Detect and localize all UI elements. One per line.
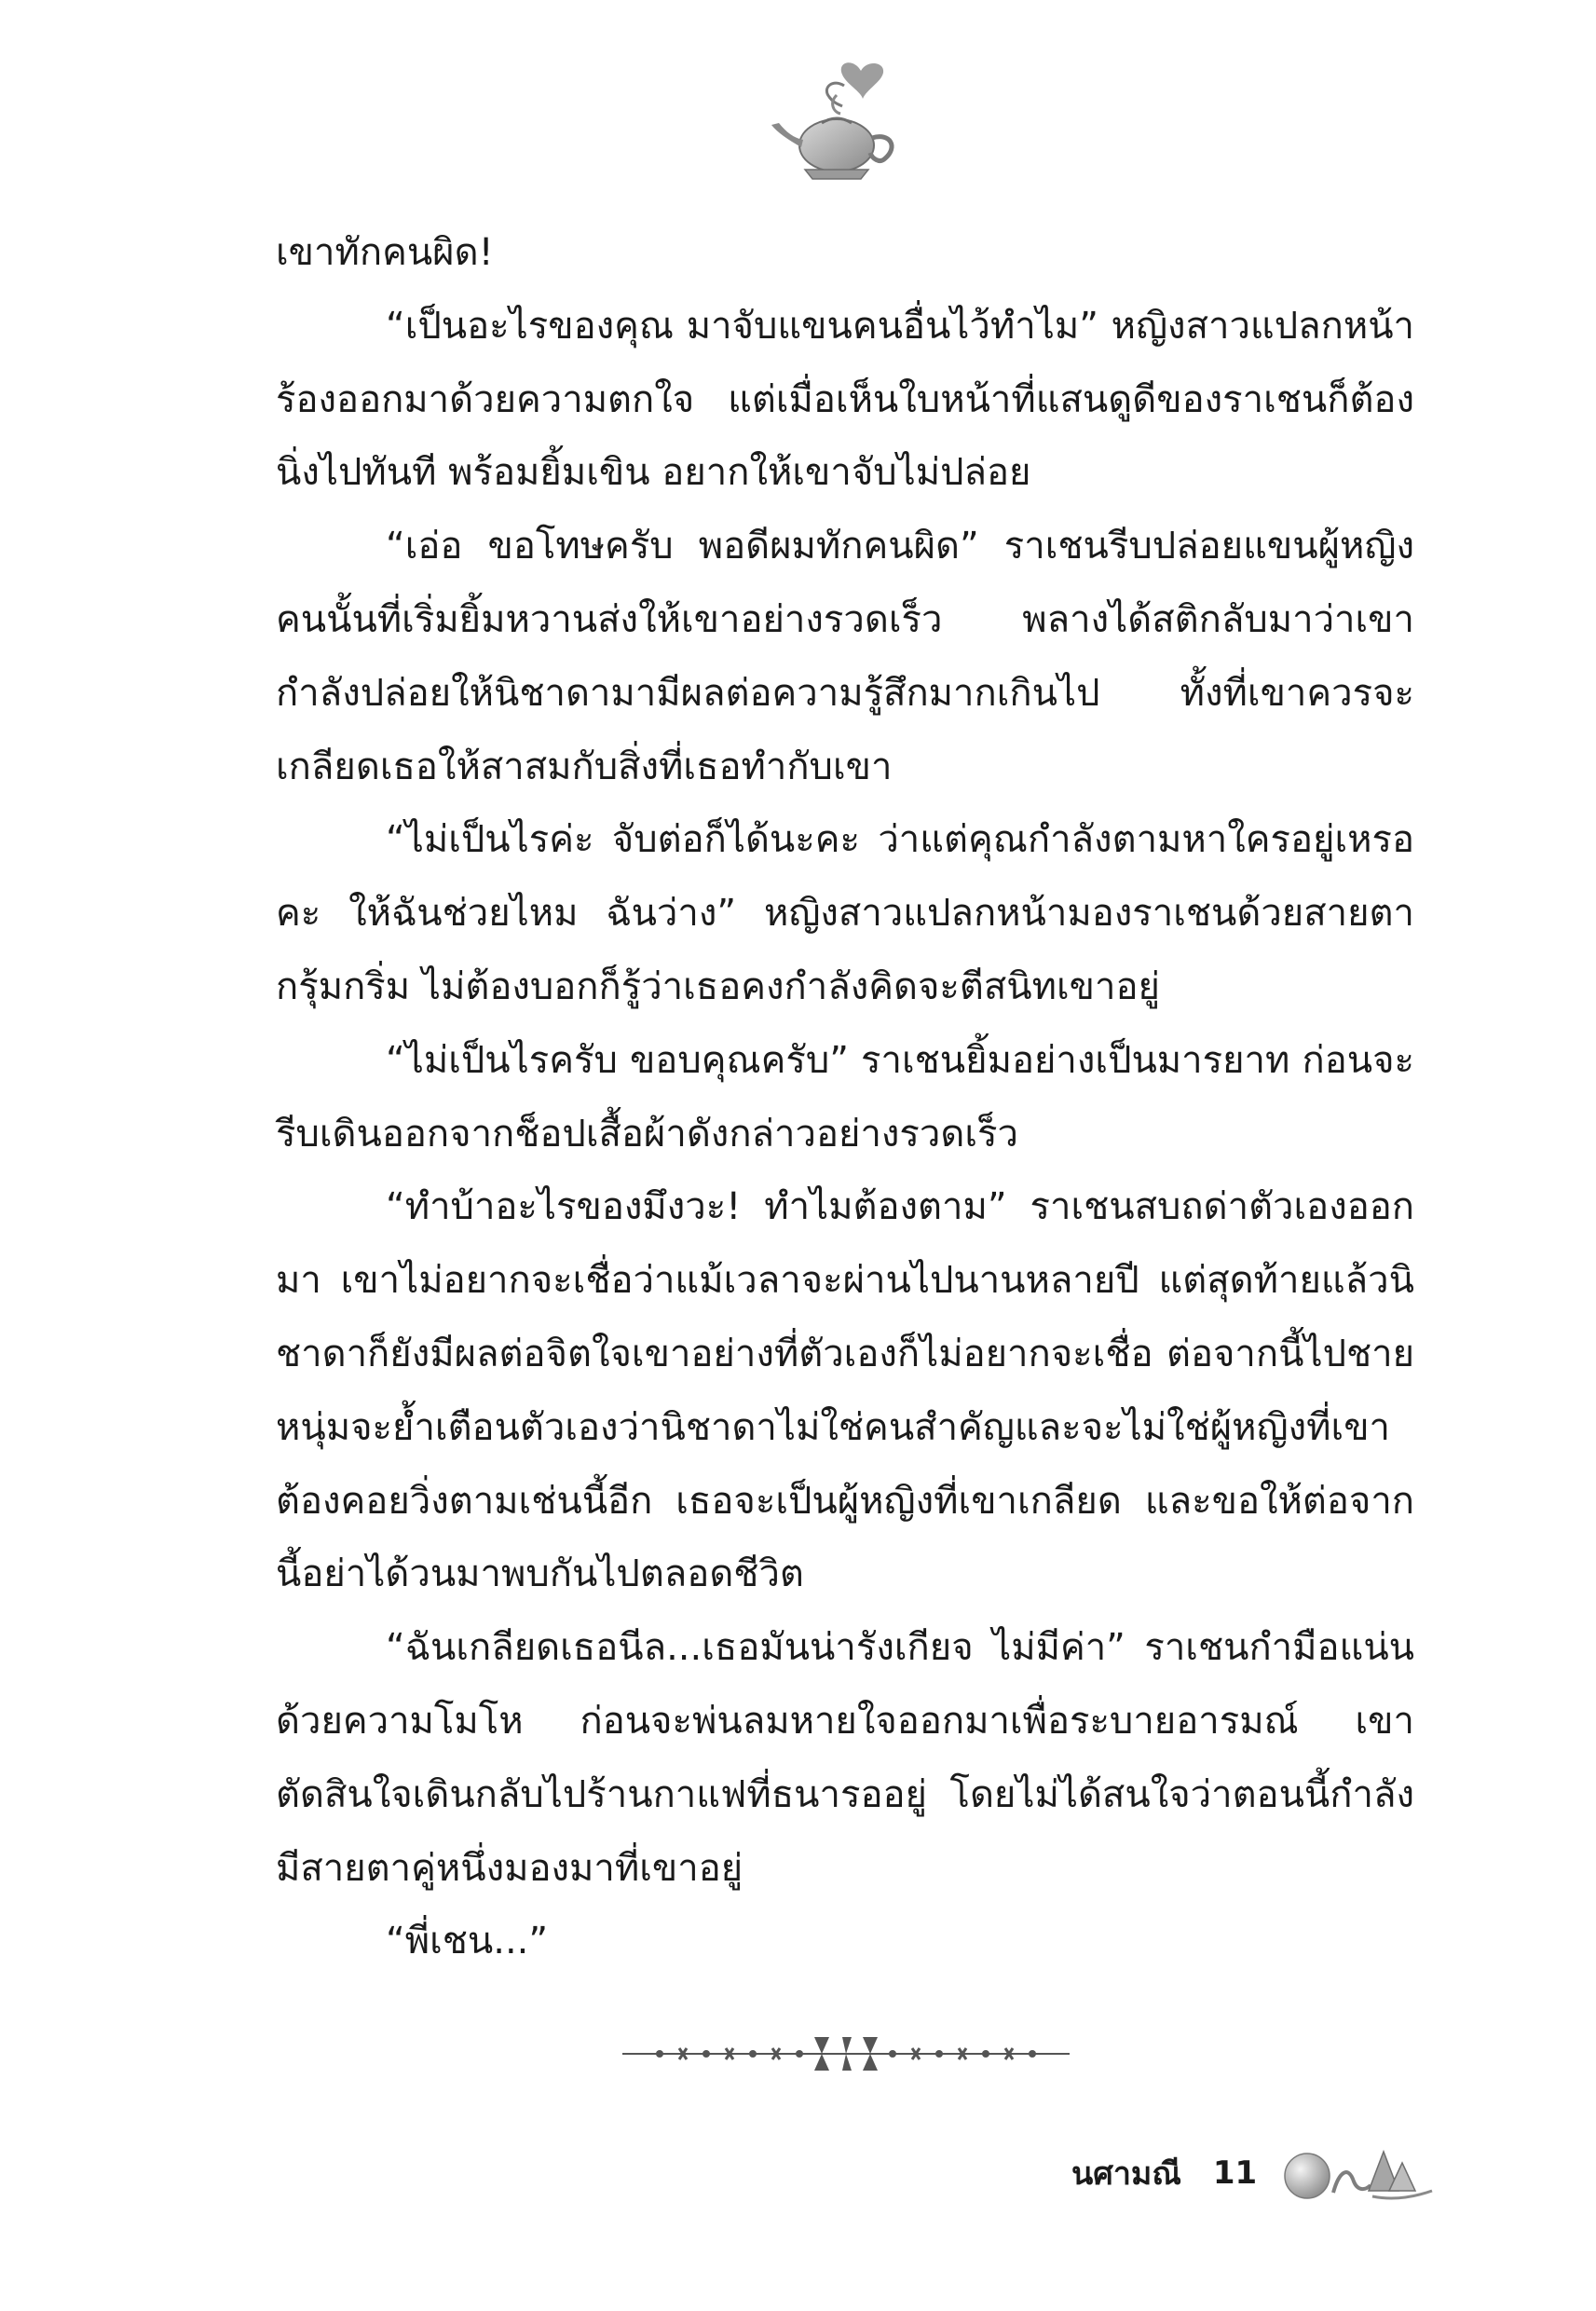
teapot-ornament-icon (764, 54, 913, 194)
publisher-logo-icon (1279, 2144, 1438, 2202)
paragraph: เขาทักคนผิด! (276, 231, 494, 274)
paragraph: “เอ่อ ขอโทษครับ พอดีผมทักคนผิด” ราเชนรีบปล่อยแขนผู้หญิงคนนั้นที่เริ่มยิ้มหวานส่งให้เขาอย่างรวดเร็ว พลางได้สติกลับมาว่าเขากำลังปล่อยให้นิชาดามามีผลต่อความรู้สึกมากเกินไป ทั้งที่เขาควรจะเกลียดเธอให้สาสมกับสิ่งที่เธอทำกับเขา (276, 525, 1414, 788)
paragraph: “พี่เชน...” (386, 1920, 549, 1963)
paragraph: “ไม่เป็นไรค่ะ จับต่อก็ได้นะคะ ว่าแต่คุณกำลังตามหาใครอยู่เหรอคะ ให้ฉันช่วยไหม ฉันว่าง” หญิงสาวแปลกหน้ามองราเชนด้วยสายตากรุ้มกริ่ม ไม่ต้องบอกก็รู้ว่าเธอคงกำลังคิดจะตีสนิทเขาอยู่ (276, 818, 1414, 1008)
author-name: นศามณี (1071, 2155, 1181, 2193)
body-text (276, 216, 1414, 1978)
paragraph: “ฉันเกลียดเธอนีล...เธอมันน่ารังเกียจ ไม่มีค่า” ราเชนกำมือแน่นด้วยความโมโห ก่อนจะพ่นลมหายใจออกมาเพื่อระบายอารมณ์ เขาตัดสินใจเดินกลับไปร้านกาแฟที่ธนารออยู่ โดยไม่ได้สนใจว่าตอนนี้กำลังมีสายตาคู่หนึ่งมองมาที่เขาอยู่ (276, 1626, 1414, 1890)
paragraph: “ไม่เป็นไรครับ ขอบคุณครับ” ราเชนยิ้มอย่างเป็นมารยาท ก่อนจะรีบเดินออกจากช็อปเสื้อผ้าดังกล่าวอย่างรวดเร็ว (276, 1038, 1414, 1156)
scroll-divider-icon (622, 2031, 1070, 2076)
page-number: 11 (1212, 2154, 1258, 2192)
paragraph: “เป็นอะไรของคุณ มาจับแขนคนอื่นไว้ทำไม” หญิงสาวแปลกหน้าร้องออกมาด้วยความตกใจ แต่เมื่อเห็นใบหน้าที่แสนดูดีของราเชนก็ต้องนิ่งไปทันที พร้อมยิ้มเขิน อยากให้เขาจับไม่ปล่อย (276, 304, 1414, 495)
paragraph: “ทำบ้าอะไรของมึงวะ! ทำไมต้องตาม” ราเชนสบถด่าตัวเองออกมา เขาไม่อยากจะเชื่อว่าแม้เวลาจะผ่านไปนานหลายปี แต่สุดท้ายแล้วนิชาดาก็ยังมีผลต่อจิตใจเขาอย่างที่ตัวเองก็ไม่อยากจะเชื่อ ต่อจากนี้ไปชายหนุ่มจะย้ำเตือนตัวเองว่านิชาดาไม่ใช่คนสำคัญและจะไม่ใช่ผู้หญิงที่เขาต้องคอยวิ่งตามเช่นนี้อีก เธอจะเป็นผู้หญิงที่เขาเกลียด และขอให้ต่อจากนี้อย่าได้วนมาพบกันไปตลอดชีวิต (276, 1185, 1414, 1596)
page-footer (1071, 2145, 1438, 2201)
